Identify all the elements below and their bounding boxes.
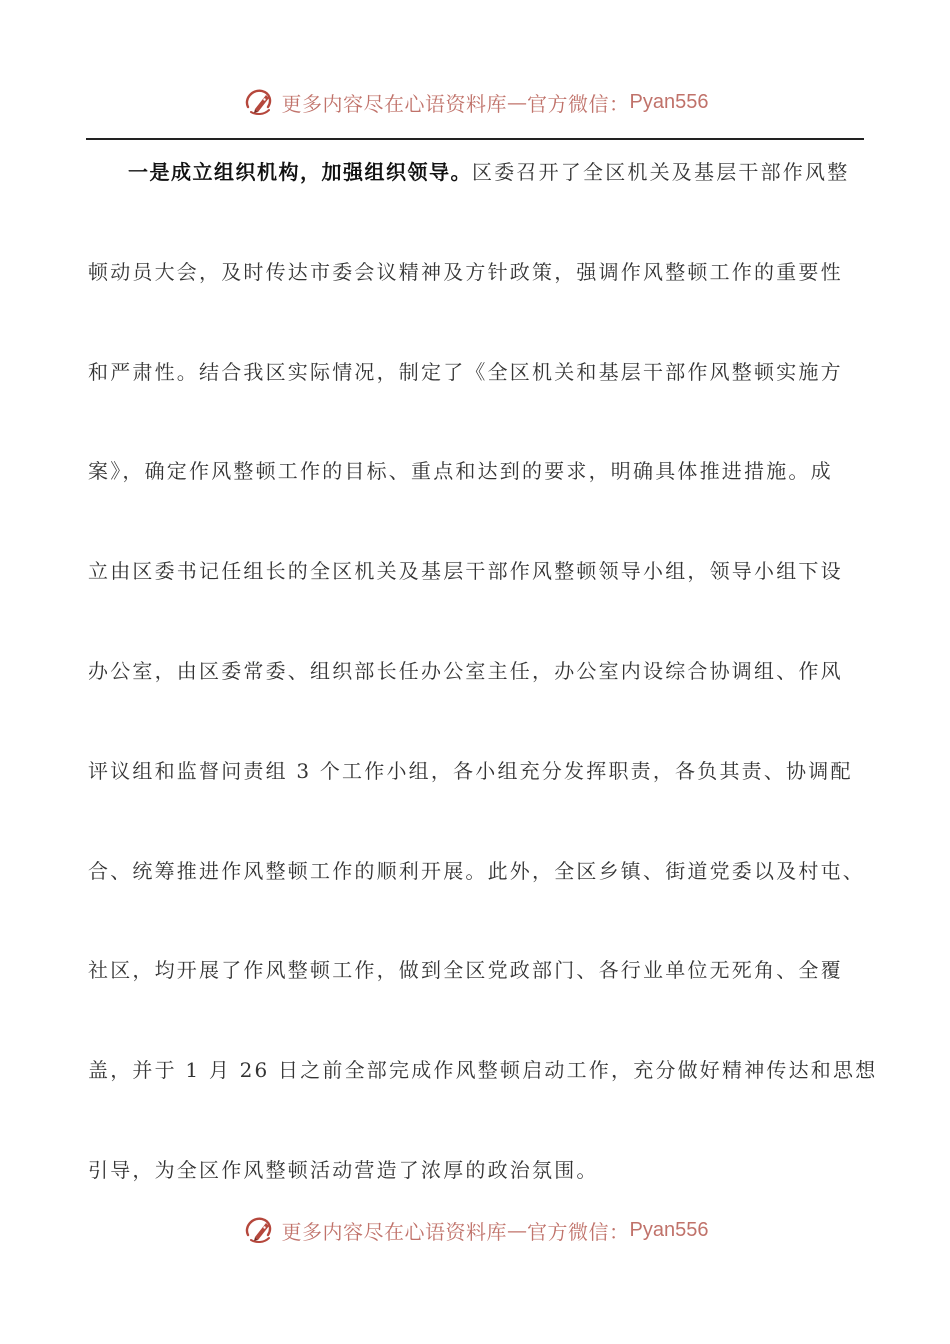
paragraph-lead: 一是成立组织机构，加强组织领导。: [128, 160, 472, 184]
banner-official-label: 官方微信：: [527, 1219, 630, 1244]
paragraph-line: [88, 148, 862, 248]
paragraph-line: 和严肃性。结合我区实际情况，制定了《全区机关和基层干部作风整顿实施方: [88, 359, 843, 384]
paragraph-line: 顿动员大会，及时传达市委会议精神及方针政策，强调作风整顿工作的重要性: [88, 259, 843, 284]
footer-banner: [0, 1210, 950, 1250]
banner-official-label: 官方微信：: [527, 91, 630, 116]
document-body: [88, 148, 878, 1246]
paragraph-line: 盖，并于 1 月 26 日之前全部完成作风整顿启动工作，充分做好精神传达和思想: [88, 1058, 878, 1083]
banner-account: Pyan556: [629, 90, 709, 113]
paragraph-line-text: 区委召开了全区机关及基层干部作风整: [472, 160, 850, 184]
header-rule: [86, 138, 864, 140]
banner-main-text: 更多内容尽在心语资料库: [281, 91, 508, 116]
paragraph-line: 引导，为全区作风整顿活动营造了浓厚的政治氛围。: [88, 1157, 599, 1182]
banner-main-text: 更多内容尽在心语资料库: [281, 1219, 508, 1244]
paragraph-line: 社区，均开展了作风整顿工作，做到全区党政部门、各行业单位无死角、全覆: [88, 958, 843, 983]
paragraph-line: 案》，确定作风整顿工作的目标、重点和达到的要求，明确具体推进措施。成: [88, 459, 833, 484]
header-banner: [0, 82, 950, 122]
pen-nib-swirl-icon: [242, 1213, 276, 1247]
paragraph-line: 合、统筹推进作风整顿工作的顺利开展。此外，全区乡镇、街道党委以及村屯、: [88, 858, 865, 883]
paragraph-line: 立由区委书记任组长的全区机关及基层干部作风整顿领导小组，领导小组下设: [88, 559, 843, 584]
banner-separator: —: [507, 1218, 528, 1242]
paragraph-line: 办公室，由区委常委、组织部长任办公室主任，办公室内设综合协调组、作风: [88, 658, 843, 683]
paragraph-line: 评议组和监督问责组 3 个工作小组，各小组充分发挥职责，各负其责、协调配: [88, 758, 853, 783]
pen-nib-swirl-icon: [242, 85, 276, 119]
banner-account: Pyan556: [629, 1218, 709, 1241]
banner-separator: —: [507, 90, 528, 114]
